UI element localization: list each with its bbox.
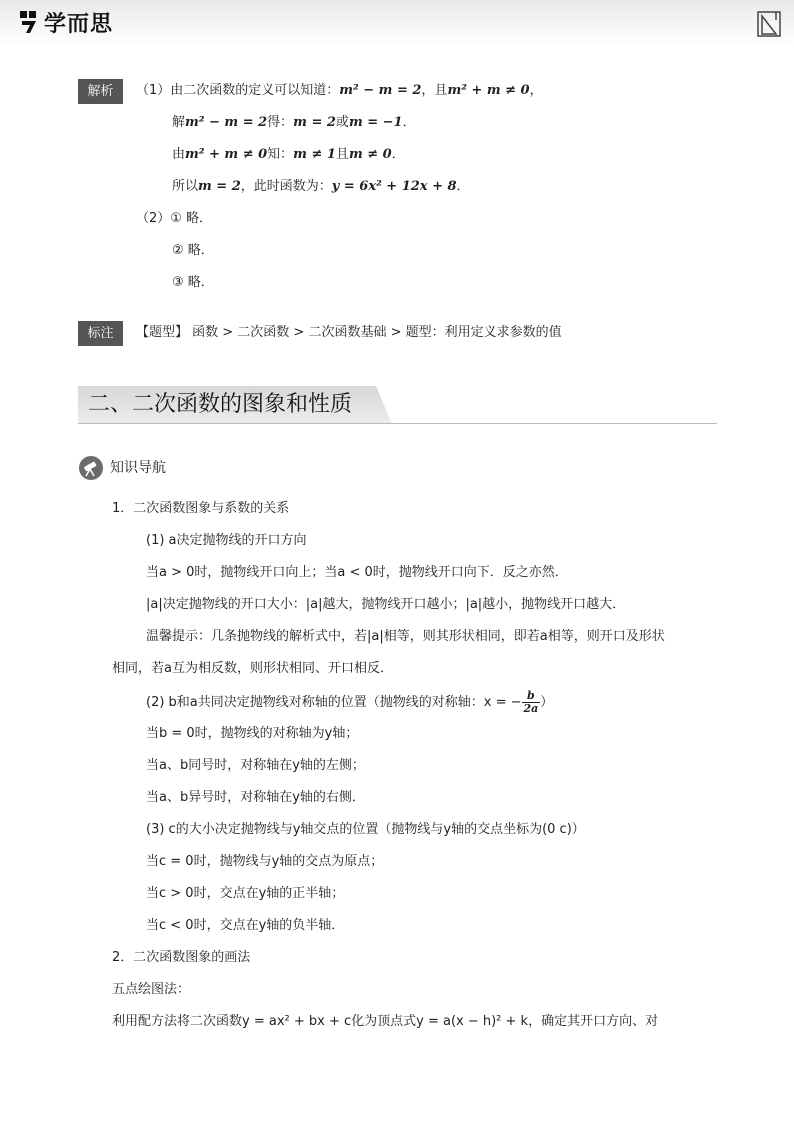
text: ． [456, 179, 470, 194]
analysis-line-2 [172, 113, 416, 133]
analysis-line-4 [172, 177, 470, 197]
text: ，且 [421, 83, 448, 98]
math: m ≠ 0 [348, 147, 392, 162]
math: m = 2 [293, 115, 336, 130]
section-divider [78, 423, 717, 424]
text: ，此时函数为： [240, 179, 332, 194]
paragraph: 五点绘图法： [112, 982, 191, 997]
header-band [0, 0, 794, 46]
paragraph: 当b = 0时，抛物线的对称轴为y轴； [146, 726, 359, 741]
text: （1）由二次函数的定义可以知道： [136, 83, 340, 98]
brand-name: 学而思 [44, 11, 114, 37]
subheading-1: (1) a决定抛物线的开口方向 [146, 533, 307, 548]
analysis-line-3 [172, 145, 405, 165]
note-tag: 标注 [78, 321, 123, 346]
fraction-numerator: b [522, 690, 541, 703]
text: ， [529, 83, 543, 98]
paragraph: 温馨提示：几条抛物线的解析式中，若|a|相等，则其形状相同，即若a相等，则开口及形状 [146, 629, 665, 644]
paragraph: 当a、b同号时，对称轴在y轴的左侧； [146, 758, 365, 773]
math: m = −1 [348, 115, 403, 130]
math: y = 6x² + 12x + 8 [331, 179, 457, 194]
text: 且 [335, 147, 349, 162]
subheading-3: (3) c的大小决定抛物线与y轴交点的位置（抛物线与y轴的交点坐标为(0 c)） [146, 822, 585, 837]
math: m² − m = 2 [339, 83, 422, 98]
text: 解 [172, 115, 186, 130]
nav-title: 知识导航 [110, 460, 166, 476]
text: ） [540, 695, 554, 710]
math: m ≠ 1 [293, 147, 336, 162]
note-text: 【题型】 函数 > 二次函数 > 二次函数基础 > 题型：利用定义求参数的值 [136, 325, 562, 340]
math: m² + m ≠ 0 [447, 83, 530, 98]
analysis-part2-2: ② 略． [172, 243, 214, 258]
heading-1: 1．二次函数图象与系数的关系 [112, 501, 290, 516]
math: m² − m = 2 [185, 115, 268, 130]
analysis-line-1 [136, 81, 543, 101]
paragraph: 相同，若a互为相反数，则形状相同、开口相反． [112, 661, 393, 676]
paragraph: 当c < 0时，交点在y轴的负半轴． [146, 918, 345, 933]
text: (2) b和a共同决定抛物线对称轴的位置（抛物线的对称轴：x = − [146, 695, 522, 710]
text: ． [402, 115, 416, 130]
analysis-part2-3: ③ 略． [172, 275, 214, 290]
fraction-denominator: 2a [523, 702, 539, 715]
telescope-icon [78, 455, 104, 481]
math: m² + m ≠ 0 [185, 147, 268, 162]
section-title: 二、二次函数的图象和性质 [88, 392, 353, 417]
paragraph: 利用配方法将二次函数y = ax² + bx + c化为顶点式y = a(x − h)² + k，确定其开口方向、对 [112, 1014, 659, 1029]
paragraph: 当c = 0时，抛物线与y轴的交点为原点； [146, 854, 384, 869]
brand-logo [18, 7, 113, 37]
logo-mark-icon [18, 9, 40, 35]
paragraph: 当a > 0时，抛物线开口向上；当a < 0时，抛物线开口向下．反之亦然． [146, 565, 568, 580]
paragraph: |a|决定抛物线的开口大小：|a|越大，抛物线开口越小；|a|越小，抛物线开口越大． [146, 597, 626, 612]
text: ． [391, 147, 405, 162]
text: 或 [335, 115, 349, 130]
text: 知： [267, 147, 294, 162]
ruler-triangle-icon [756, 10, 782, 38]
text: 所以 [172, 179, 199, 194]
math: m = 2 [198, 179, 241, 194]
analysis-part2-1: （2）① 略． [136, 211, 213, 226]
analysis-tag: 解析 [78, 79, 123, 104]
fraction [522, 690, 541, 715]
paragraph: 当a、b异号时，对称轴在y轴的右侧． [146, 790, 365, 805]
text: 得： [267, 115, 294, 130]
subheading-2 [146, 690, 553, 715]
paragraph: 当c > 0时，交点在y轴的正半轴； [146, 886, 345, 901]
text: 由 [172, 147, 186, 162]
heading-2: 2．二次函数图象的画法 [112, 950, 251, 965]
